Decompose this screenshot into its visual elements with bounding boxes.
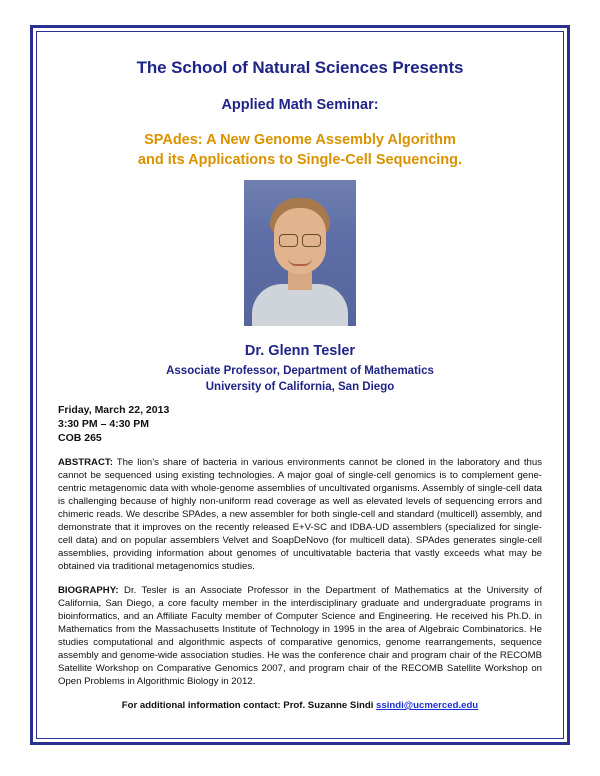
flyer-content bbox=[58, 52, 542, 711]
abstract-label: ABSTRACT: bbox=[58, 457, 113, 468]
seminar-series: Applied Math Seminar: bbox=[221, 97, 379, 113]
biography-text: Dr. Tesler is an Associate Professor in the Department of Mathematics at the University of California, San Diego, a core faculty member in the interdisciplinary graduate and undergraduate programs in bioinformatics, and an Affiliate Faculty member of Computer Science and Engineering. He received his Ph.D. in Mathematics from the Massachusetts Institute of Technology in 1995 in the area of Algebraic Combinatorics. He studies computational and algorithmic aspects of comparative genomics, genome rearrangements, sequence assembly and genome-wide association studies. He was the conference chair and program chair of the RECOMB Satellite Workshop on Comparative Genomics 2007, and program chair of the RECOMB Satellite Workshop on Open Problems in Algorithmic Biology in 2012. bbox=[58, 585, 542, 687]
biography-section bbox=[58, 584, 542, 688]
abstract-text: The lion’s share of bacteria in various environments cannot be cloned in the laboratory and thus cannot be sequenced using existing technologies. A major goal of single-cell genomics is to complement gene-centric metagenomic data with whole-genome assemblies of uncultivated organisms. Assembly of single-cell data is challenging because of highly non-uniform read coverage as well as elevated levels of sequencing errors and chimeric reads. We describe SPAdes, a new assembler for both single-cell and standard (multicell) assembly, and demonstrate that it improves on the recently released E+V-SC and IDBA-UD assemblers (specialized for single-cell data) and on popular assemblers Velvet and SoapDeNovo (for multicell data). SPAdes generates single-cell assemblies, providing information about genomes of uncultivatable bacteria that vastly exceeds what may be obtained via traditional metagenomics studies. bbox=[58, 457, 543, 572]
speaker-name: Dr. Glenn Tesler bbox=[244, 343, 356, 359]
contact-text: For additional information contact: Prof. Suzanne Sindi bbox=[121, 700, 374, 711]
event-date: Friday, March 22, 2013 bbox=[58, 404, 170, 416]
talk-title bbox=[58, 130, 542, 170]
abstract-section bbox=[58, 456, 542, 573]
contact-email-link[interactable]: ssindi@ucmerced.edu bbox=[376, 700, 479, 711]
event-time: 3:30 PM – 4:30 PM bbox=[58, 418, 150, 430]
speaker-affiliation bbox=[58, 363, 542, 395]
event-location: COB 265 bbox=[58, 432, 102, 444]
presenter-heading: The School of Natural Sciences Presents bbox=[136, 58, 464, 77]
speaker-institution: University of California, San Diego bbox=[205, 381, 395, 393]
contact-footer bbox=[58, 700, 542, 711]
talk-title-line-1: SPAdes: A New Genome Assembly Algorithm bbox=[144, 132, 456, 148]
speaker-position: Associate Professor, Department of Mathematics bbox=[166, 365, 434, 377]
biography-label: BIOGRAPHY: bbox=[58, 585, 119, 596]
event-details bbox=[58, 403, 542, 445]
speaker-photo bbox=[244, 180, 356, 326]
talk-title-line-2: and its Applications to Single-Cell Sequencing. bbox=[137, 152, 463, 168]
